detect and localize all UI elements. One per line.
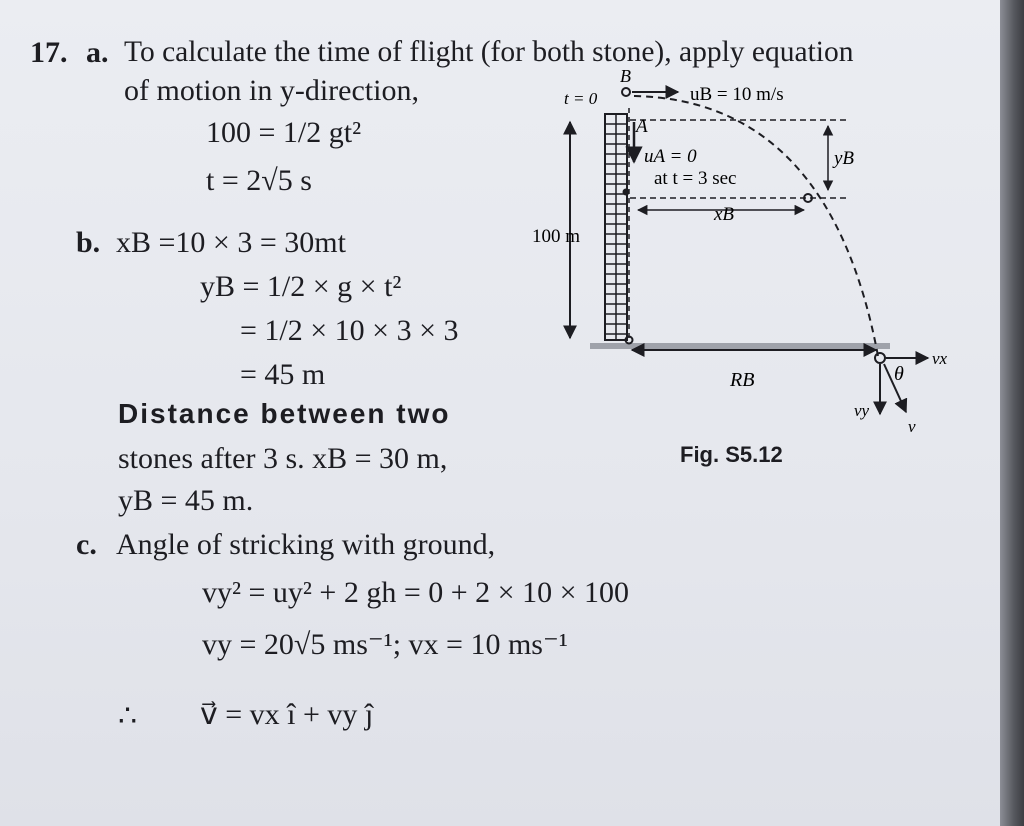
label-ua: uA = 0 [644, 146, 697, 167]
part-a-label: a. [86, 36, 109, 69]
part-b-eq2: yB = 1/2 × g × t² [200, 270, 402, 303]
stone-b-landing [875, 353, 885, 363]
label-vy: vy [854, 401, 870, 420]
distance-line2: stones after 3 s. xB = 30 m, [118, 442, 448, 475]
part-c-eq3: v⃗ = vx î + vy ĵ [200, 698, 374, 731]
problem-number: 17. [30, 36, 68, 69]
therefore-symbol: ∴ [118, 700, 138, 733]
stone-b-start [622, 88, 630, 96]
part-c-eq2: vy = 20√5 ms⁻¹; vx = 10 ms⁻¹ [202, 628, 568, 661]
label-v: v [908, 417, 916, 436]
part-a-line2: of motion in y-direction, [124, 74, 419, 107]
label-yb: yB [834, 148, 855, 169]
part-c-heading: Angle of stricking with ground, [116, 528, 496, 561]
distance-line1: Distance between two [118, 398, 451, 429]
label-rb: RB [730, 369, 755, 391]
stone-b-trajectory [634, 96, 878, 356]
part-b-eq1: xB =10 × 3 = 30mt [116, 226, 346, 259]
label-ub: uB = 10 m/s [690, 84, 784, 105]
label-height: 100 m [532, 226, 581, 247]
part-b-label: b. [76, 226, 101, 259]
figure-caption: Fig. S5.12 [680, 442, 783, 467]
label-t0: t = 0 [564, 89, 598, 108]
distance-line3: yB = 45 m. [118, 484, 254, 517]
part-c-label: c. [76, 528, 97, 561]
part-a-eq1: 100 = 1/2 gt² [206, 116, 362, 149]
part-a-eq2: t = 2√5 s [206, 164, 312, 197]
label-at-t: at t = 3 sec [654, 168, 737, 189]
label-b: B [620, 66, 631, 86]
part-b-eq3: = 1/2 × 10 × 3 × 3 [240, 314, 459, 347]
label-xb: xB [714, 204, 735, 225]
ground [590, 343, 890, 349]
part-c-eq1: vy² = uy² + 2 gh = 0 + 2 × 10 × 100 [202, 576, 630, 609]
label-a: A [636, 116, 648, 137]
page-edge-shadow [1000, 0, 1024, 826]
tower [605, 114, 627, 340]
projectile-figure [530, 60, 970, 440]
stone-a-position [623, 189, 630, 196]
label-theta: θ [894, 363, 904, 385]
label-vx: vx [932, 349, 948, 368]
part-a-line1: To calculate the time of flight (for both stone), apply equation [124, 36, 854, 68]
part-b-eq4: = 45 m [240, 358, 326, 391]
